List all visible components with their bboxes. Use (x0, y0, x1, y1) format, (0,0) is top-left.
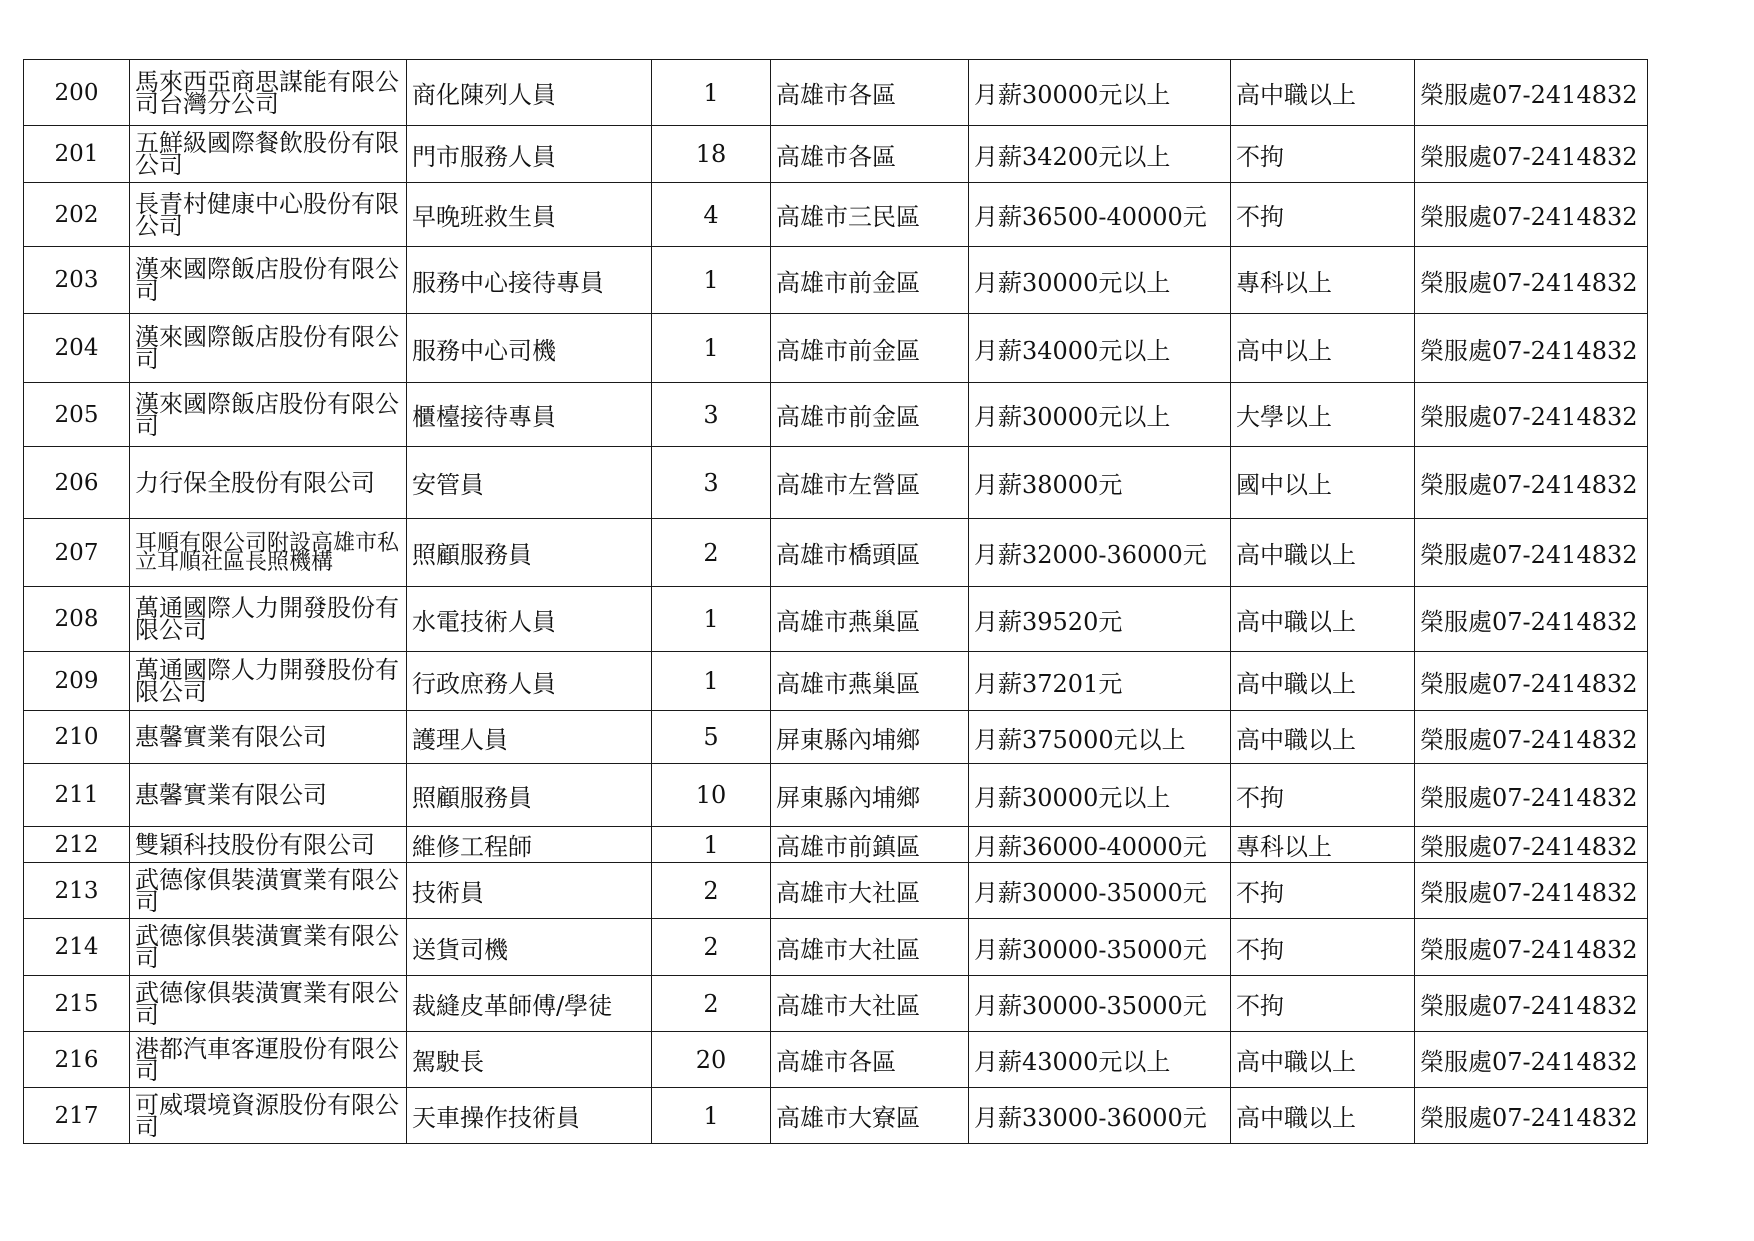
headcount-cell: 2 (652, 976, 771, 1032)
table-row (24, 183, 1648, 247)
contact-cell: 榮服處07-2414832 (1415, 247, 1648, 314)
table-row (24, 919, 1648, 976)
company-name-cell: 惠馨實業有限公司 (130, 764, 407, 827)
contact-cell: 榮服處07-2414832 (1415, 314, 1648, 383)
location-cell: 高雄市燕巢區 (771, 587, 969, 652)
company-name-cell: 長青村健康中心股份有限公司 (130, 183, 407, 247)
location-cell: 屏東縣內埔鄉 (771, 764, 969, 827)
job-number-cell: 211 (24, 764, 130, 827)
table-row (24, 447, 1648, 519)
job-number-cell: 217 (24, 1088, 130, 1144)
headcount-cell: 2 (652, 919, 771, 976)
location-cell: 高雄市大寮區 (771, 1088, 969, 1144)
location-cell: 高雄市大社區 (771, 976, 969, 1032)
contact-cell: 榮服處07-2414832 (1415, 711, 1648, 764)
education-cell: 不拘 (1231, 764, 1415, 827)
job-number-cell: 214 (24, 919, 130, 976)
location-cell: 高雄市三民區 (771, 183, 969, 247)
salary-cell: 月薪43000元以上 (969, 1032, 1231, 1088)
company-name-cell: 力行保全股份有限公司 (130, 447, 407, 519)
position-cell: 維修工程師 (407, 827, 652, 863)
company-name-cell: 武德傢俱裝潢實業有限公司 (130, 919, 407, 976)
job-number-cell: 213 (24, 863, 130, 919)
headcount-cell: 1 (652, 827, 771, 863)
education-cell: 高中職以上 (1231, 652, 1415, 711)
salary-cell: 月薪30000元以上 (969, 383, 1231, 447)
location-cell: 高雄市燕巢區 (771, 652, 969, 711)
job-listing-table (23, 59, 1648, 1144)
headcount-cell: 2 (652, 519, 771, 587)
table-row (24, 1032, 1648, 1088)
position-cell: 櫃檯接待專員 (407, 383, 652, 447)
company-name-cell: 可威環境資源股份有限公司 (130, 1088, 407, 1144)
salary-cell: 月薪30000-35000元 (969, 863, 1231, 919)
location-cell: 高雄市左營區 (771, 447, 969, 519)
headcount-cell: 18 (652, 126, 771, 183)
location-cell: 屏東縣內埔鄉 (771, 711, 969, 764)
table-row (24, 827, 1648, 863)
table-row (24, 126, 1648, 183)
job-number-cell: 208 (24, 587, 130, 652)
position-cell: 安管員 (407, 447, 652, 519)
headcount-cell: 1 (652, 1088, 771, 1144)
headcount-cell: 1 (652, 587, 771, 652)
education-cell: 高中職以上 (1231, 1088, 1415, 1144)
position-cell: 照顧服務員 (407, 519, 652, 587)
headcount-cell: 5 (652, 711, 771, 764)
job-table-body (24, 60, 1648, 1144)
salary-cell: 月薪34200元以上 (969, 126, 1231, 183)
position-cell: 門市服務人員 (407, 126, 652, 183)
contact-cell: 榮服處07-2414832 (1415, 587, 1648, 652)
job-number-cell: 215 (24, 976, 130, 1032)
company-name-cell: 五鮮級國際餐飲股份有限公司 (130, 126, 407, 183)
contact-cell: 榮服處07-2414832 (1415, 976, 1648, 1032)
position-cell: 裁縫皮革師傅/學徒 (407, 976, 652, 1032)
headcount-cell: 1 (652, 652, 771, 711)
company-name-cell: 惠馨實業有限公司 (130, 711, 407, 764)
contact-cell: 榮服處07-2414832 (1415, 126, 1648, 183)
salary-cell: 月薪32000-36000元 (969, 519, 1231, 587)
headcount-cell: 1 (652, 60, 771, 126)
education-cell: 高中職以上 (1231, 587, 1415, 652)
contact-cell: 榮服處07-2414832 (1415, 183, 1648, 247)
contact-cell: 榮服處07-2414832 (1415, 652, 1648, 711)
table-row (24, 652, 1648, 711)
education-cell: 高中以上 (1231, 314, 1415, 383)
position-cell: 照顧服務員 (407, 764, 652, 827)
education-cell: 高中職以上 (1231, 519, 1415, 587)
contact-cell: 榮服處07-2414832 (1415, 863, 1648, 919)
salary-cell: 月薪30000-35000元 (969, 919, 1231, 976)
education-cell: 專科以上 (1231, 827, 1415, 863)
location-cell: 高雄市前金區 (771, 247, 969, 314)
headcount-cell: 3 (652, 447, 771, 519)
position-cell: 天車操作技術員 (407, 1088, 652, 1144)
position-cell: 護理人員 (407, 711, 652, 764)
position-cell: 送貨司機 (407, 919, 652, 976)
company-name-cell: 漢來國際飯店股份有限公司 (130, 383, 407, 447)
company-name-cell: 耳順有限公司附設高雄市私立耳順社區長照機構 (130, 519, 407, 587)
job-number-cell: 201 (24, 126, 130, 183)
table-row (24, 383, 1648, 447)
headcount-cell: 10 (652, 764, 771, 827)
company-name-cell: 武德傢俱裝潢實業有限公司 (130, 976, 407, 1032)
contact-cell: 榮服處07-2414832 (1415, 383, 1648, 447)
position-cell: 技術員 (407, 863, 652, 919)
contact-cell: 榮服處07-2414832 (1415, 764, 1648, 827)
job-number-cell: 202 (24, 183, 130, 247)
education-cell: 高中職以上 (1231, 711, 1415, 764)
job-number-cell: 212 (24, 827, 130, 863)
education-cell: 大學以上 (1231, 383, 1415, 447)
table-row (24, 863, 1648, 919)
job-number-cell: 209 (24, 652, 130, 711)
education-cell: 高中職以上 (1231, 60, 1415, 126)
contact-cell: 榮服處07-2414832 (1415, 827, 1648, 863)
salary-cell: 月薪33000-36000元 (969, 1088, 1231, 1144)
contact-cell: 榮服處07-2414832 (1415, 1032, 1648, 1088)
salary-cell: 月薪375000元以上 (969, 711, 1231, 764)
job-number-cell: 204 (24, 314, 130, 383)
table-row (24, 519, 1648, 587)
education-cell: 不拘 (1231, 126, 1415, 183)
contact-cell: 榮服處07-2414832 (1415, 60, 1648, 126)
education-cell: 不拘 (1231, 976, 1415, 1032)
salary-cell: 月薪38000元 (969, 447, 1231, 519)
headcount-cell: 1 (652, 314, 771, 383)
location-cell: 高雄市前金區 (771, 383, 969, 447)
headcount-cell: 3 (652, 383, 771, 447)
job-number-cell: 205 (24, 383, 130, 447)
position-cell: 駕駛長 (407, 1032, 652, 1088)
education-cell: 不拘 (1231, 183, 1415, 247)
position-cell: 早晚班救生員 (407, 183, 652, 247)
position-cell: 商化陳列人員 (407, 60, 652, 126)
job-number-cell: 200 (24, 60, 130, 126)
job-number-cell: 207 (24, 519, 130, 587)
education-cell: 高中職以上 (1231, 1032, 1415, 1088)
table-row (24, 60, 1648, 126)
contact-cell: 榮服處07-2414832 (1415, 919, 1648, 976)
location-cell: 高雄市各區 (771, 1032, 969, 1088)
headcount-cell: 2 (652, 863, 771, 919)
contact-cell: 榮服處07-2414832 (1415, 447, 1648, 519)
headcount-cell: 20 (652, 1032, 771, 1088)
contact-cell: 榮服處07-2414832 (1415, 1088, 1648, 1144)
company-name-cell: 萬通國際人力開發股份有限公司 (130, 652, 407, 711)
location-cell: 高雄市前金區 (771, 314, 969, 383)
company-name-cell: 漢來國際飯店股份有限公司 (130, 314, 407, 383)
table-row (24, 314, 1648, 383)
education-cell: 國中以上 (1231, 447, 1415, 519)
table-row (24, 587, 1648, 652)
table-row (24, 247, 1648, 314)
position-cell: 行政庶務人員 (407, 652, 652, 711)
salary-cell: 月薪36000-40000元 (969, 827, 1231, 863)
location-cell: 高雄市各區 (771, 60, 969, 126)
salary-cell: 月薪37201元 (969, 652, 1231, 711)
job-number-cell: 210 (24, 711, 130, 764)
table-row (24, 764, 1648, 827)
job-number-cell: 216 (24, 1032, 130, 1088)
salary-cell: 月薪34000元以上 (969, 314, 1231, 383)
headcount-cell: 4 (652, 183, 771, 247)
job-number-cell: 203 (24, 247, 130, 314)
company-name-cell: 馬來西亞商思謀能有限公司台灣分公司 (130, 60, 407, 126)
company-name-cell: 漢來國際飯店股份有限公司 (130, 247, 407, 314)
education-cell: 專科以上 (1231, 247, 1415, 314)
position-cell: 服務中心接待專員 (407, 247, 652, 314)
salary-cell: 月薪30000元以上 (969, 764, 1231, 827)
job-number-cell: 206 (24, 447, 130, 519)
table-row (24, 711, 1648, 764)
company-name-cell: 雙穎科技股份有限公司 (130, 827, 407, 863)
education-cell: 不拘 (1231, 863, 1415, 919)
salary-cell: 月薪30000元以上 (969, 247, 1231, 314)
headcount-cell: 1 (652, 247, 771, 314)
location-cell: 高雄市前鎮區 (771, 827, 969, 863)
location-cell: 高雄市各區 (771, 126, 969, 183)
table-row (24, 976, 1648, 1032)
company-name-cell: 萬通國際人力開發股份有限公司 (130, 587, 407, 652)
location-cell: 高雄市大社區 (771, 919, 969, 976)
contact-cell: 榮服處07-2414832 (1415, 519, 1648, 587)
salary-cell: 月薪36500-40000元 (969, 183, 1231, 247)
position-cell: 服務中心司機 (407, 314, 652, 383)
salary-cell: 月薪30000-35000元 (969, 976, 1231, 1032)
salary-cell: 月薪39520元 (969, 587, 1231, 652)
salary-cell: 月薪30000元以上 (969, 60, 1231, 126)
location-cell: 高雄市橋頭區 (771, 519, 969, 587)
table-row (24, 1088, 1648, 1144)
education-cell: 不拘 (1231, 919, 1415, 976)
location-cell: 高雄市大社區 (771, 863, 969, 919)
company-name-cell: 武德傢俱裝潢實業有限公司 (130, 863, 407, 919)
position-cell: 水電技術人員 (407, 587, 652, 652)
company-name-cell: 港都汽車客運股份有限公司 (130, 1032, 407, 1088)
